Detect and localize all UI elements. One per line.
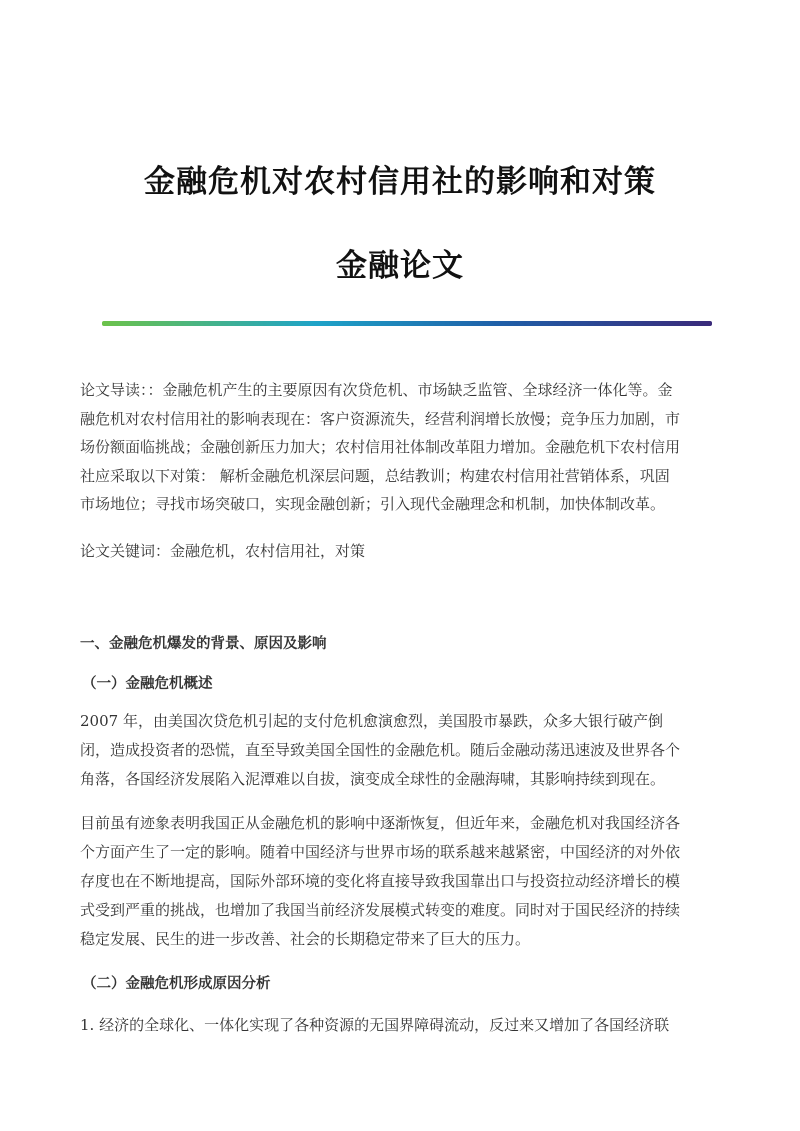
title-divider: [102, 321, 712, 326]
document-category: 金融论文: [336, 248, 464, 284]
paragraph-line: 目前虽有迹象表明我国正从金融危机的影响中逐渐恢复，但近年来，金融危机对我国经济各: [80, 814, 681, 832]
abstract-line: 融危机对农村信用社的影响表现在：客户资源流失，经营利润增长放慢；竞争压力加剧，市: [80, 409, 681, 428]
section-heading: 一、金融危机爆发的背景、原因及影响: [80, 635, 327, 652]
paragraph: [80, 809, 720, 954]
abstract-line: 社应采取以下对策： 解析金融危机深层问题，总结教训；构建农村信用社营销体系，巩固: [80, 466, 670, 485]
abstract: [80, 376, 720, 519]
abstract-line: 场份额面临挑战；金融创新压力加大；农村信用社体制改革阻力增加。金融危机下农村信用: [80, 438, 681, 456]
paragraph-line: 式受到严重的挑战，也增加了我国当前经济发展模式转变的难度。同时对于国民经济的持续: [80, 901, 681, 919]
paragraph-line: 稳定发展、民生的进一步改善、社会的长期稳定带来了巨大的压力。: [80, 930, 531, 948]
document-title: 金融危机对农村信用社的影响和对策: [144, 164, 656, 200]
paragraph-line: 角落，各国经济发展陷入泥潭难以自拔，演变成全球性的金融海啸，其影响持续到现在。: [80, 770, 666, 788]
abstract-line: 论文导读：：金融危机产生的主要原因有次贷危机、市场缺乏监管、全球经济一体化等。金: [80, 381, 673, 399]
paragraph-line: 存度也在不断地提高，国际外部环境的变化将直接导致我国靠出口与投资拉动经济增长的模: [80, 872, 681, 890]
keywords: 论文关键词：金融危机，农村信用社，对策: [80, 542, 366, 560]
paragraph: [80, 1011, 720, 1040]
abstract-line: 市场地位；寻找市场突破口，实现金融创新；引入现代金融理念和机制，加快体制改革。: [80, 495, 666, 513]
subsection-heading: （二）金融危机形成原因分析: [82, 975, 271, 992]
paragraph-line: 个方面产生了一定的影响。随着中国经济与世界市场的联系越来越紧密，中国经济的对外依: [80, 843, 681, 861]
paragraph: [80, 707, 720, 794]
subsection-heading: （一）金融危机概述: [82, 675, 213, 692]
paragraph-line: 闭，造成投资者的恐慌，直至导致美国全国性的金融危机。随后金融动荡迅速波及世界各个: [80, 741, 681, 759]
paragraph-line: 2007 年，由美国次贷危机引起的支付危机愈演愈烈，美国股市暴跌，众多大银行破产倒: [80, 712, 663, 730]
paragraph-line: 1. 经济的全球化、一体化实现了各种资源的无国界障碍流动，反过来又增加了各国经济联: [80, 1016, 670, 1034]
